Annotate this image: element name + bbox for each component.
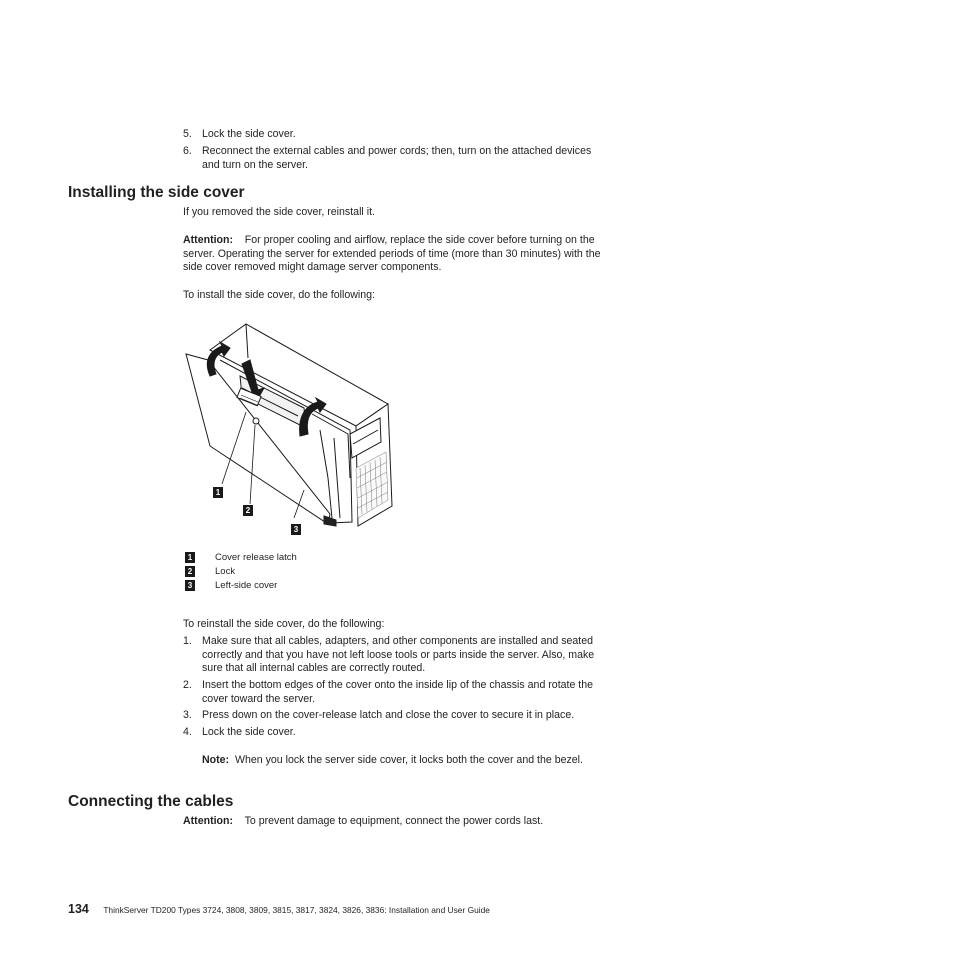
reinstall-lead: To reinstall the side cover, do the following: — [183, 618, 385, 630]
step-number: 4. — [183, 726, 192, 738]
page-footer — [68, 900, 490, 918]
step-text: Press down on the cover-release latch and close the cover to secure it in place. — [202, 709, 575, 721]
step-text: Make sure that all cables, adapters, and other components are installed and seated correctly and that you have not left loose tools or parts inside the server. Also, make sure that all internal cables are correctly routed. — [202, 635, 595, 674]
legend-label: Cover release latch — [215, 552, 297, 563]
attention-text: For proper cooling and airflow, replace the side cover before turning on the server. Operating the server for extended periods of time (more than 30 minutes) with the side cover removed might damage server components. — [183, 234, 601, 273]
section-heading-connecting-cables: Connecting the cables — [68, 793, 234, 810]
attention-label: Attention: — [183, 815, 234, 827]
step-number: 6. — [183, 145, 192, 157]
attention-paragraph — [183, 234, 615, 275]
attention-label: Attention: — [183, 234, 234, 246]
step-number: 3. — [183, 709, 192, 721]
callout-3: 3 — [291, 524, 301, 535]
footer-title: ThinkServer TD200 Types 3724, 3808, 3809, 3815, 3817, 3824, 3826, 3836: Installation and User Guide — [103, 905, 490, 915]
step-number: 2. — [183, 679, 192, 691]
note-paragraph — [202, 754, 602, 768]
step-text: Reconnect the external cables and power cords; then, turn on the attached devices and turn on the server. — [202, 145, 592, 171]
server-side-cover-illustration — [180, 318, 400, 533]
section-heading-installing-side-cover: Installing the side cover — [68, 184, 245, 201]
callout-1: 1 — [213, 487, 223, 498]
step-text: Lock the side cover. — [202, 726, 296, 738]
page-number: 134 — [68, 902, 89, 916]
attention-paragraph — [183, 815, 623, 829]
note-label: Note: — [202, 754, 230, 766]
intro-paragraph: If you removed the side cover, reinstall it. — [183, 206, 375, 218]
step-number: 1. — [183, 635, 192, 647]
attention-text: To prevent damage to equipment, connect the power cords last. — [244, 815, 544, 827]
legend-label: Left-side cover — [215, 580, 278, 591]
legend-callout: 3 — [185, 580, 195, 591]
note-text: When you lock the server side cover, it locks both the cover and the bezel. — [234, 754, 583, 766]
legend-label: Lock — [215, 566, 236, 577]
install-lead: To install the side cover, do the following: — [183, 289, 375, 301]
step-number: 5. — [183, 128, 192, 140]
legend-callout: 1 — [185, 552, 195, 563]
step-text: Lock the side cover. — [202, 128, 296, 140]
step-text: Insert the bottom edges of the cover onto the inside lip of the chassis and rotate the cover toward the server. — [202, 679, 594, 705]
callout-2: 2 — [243, 505, 253, 516]
legend-callout: 2 — [185, 566, 195, 577]
